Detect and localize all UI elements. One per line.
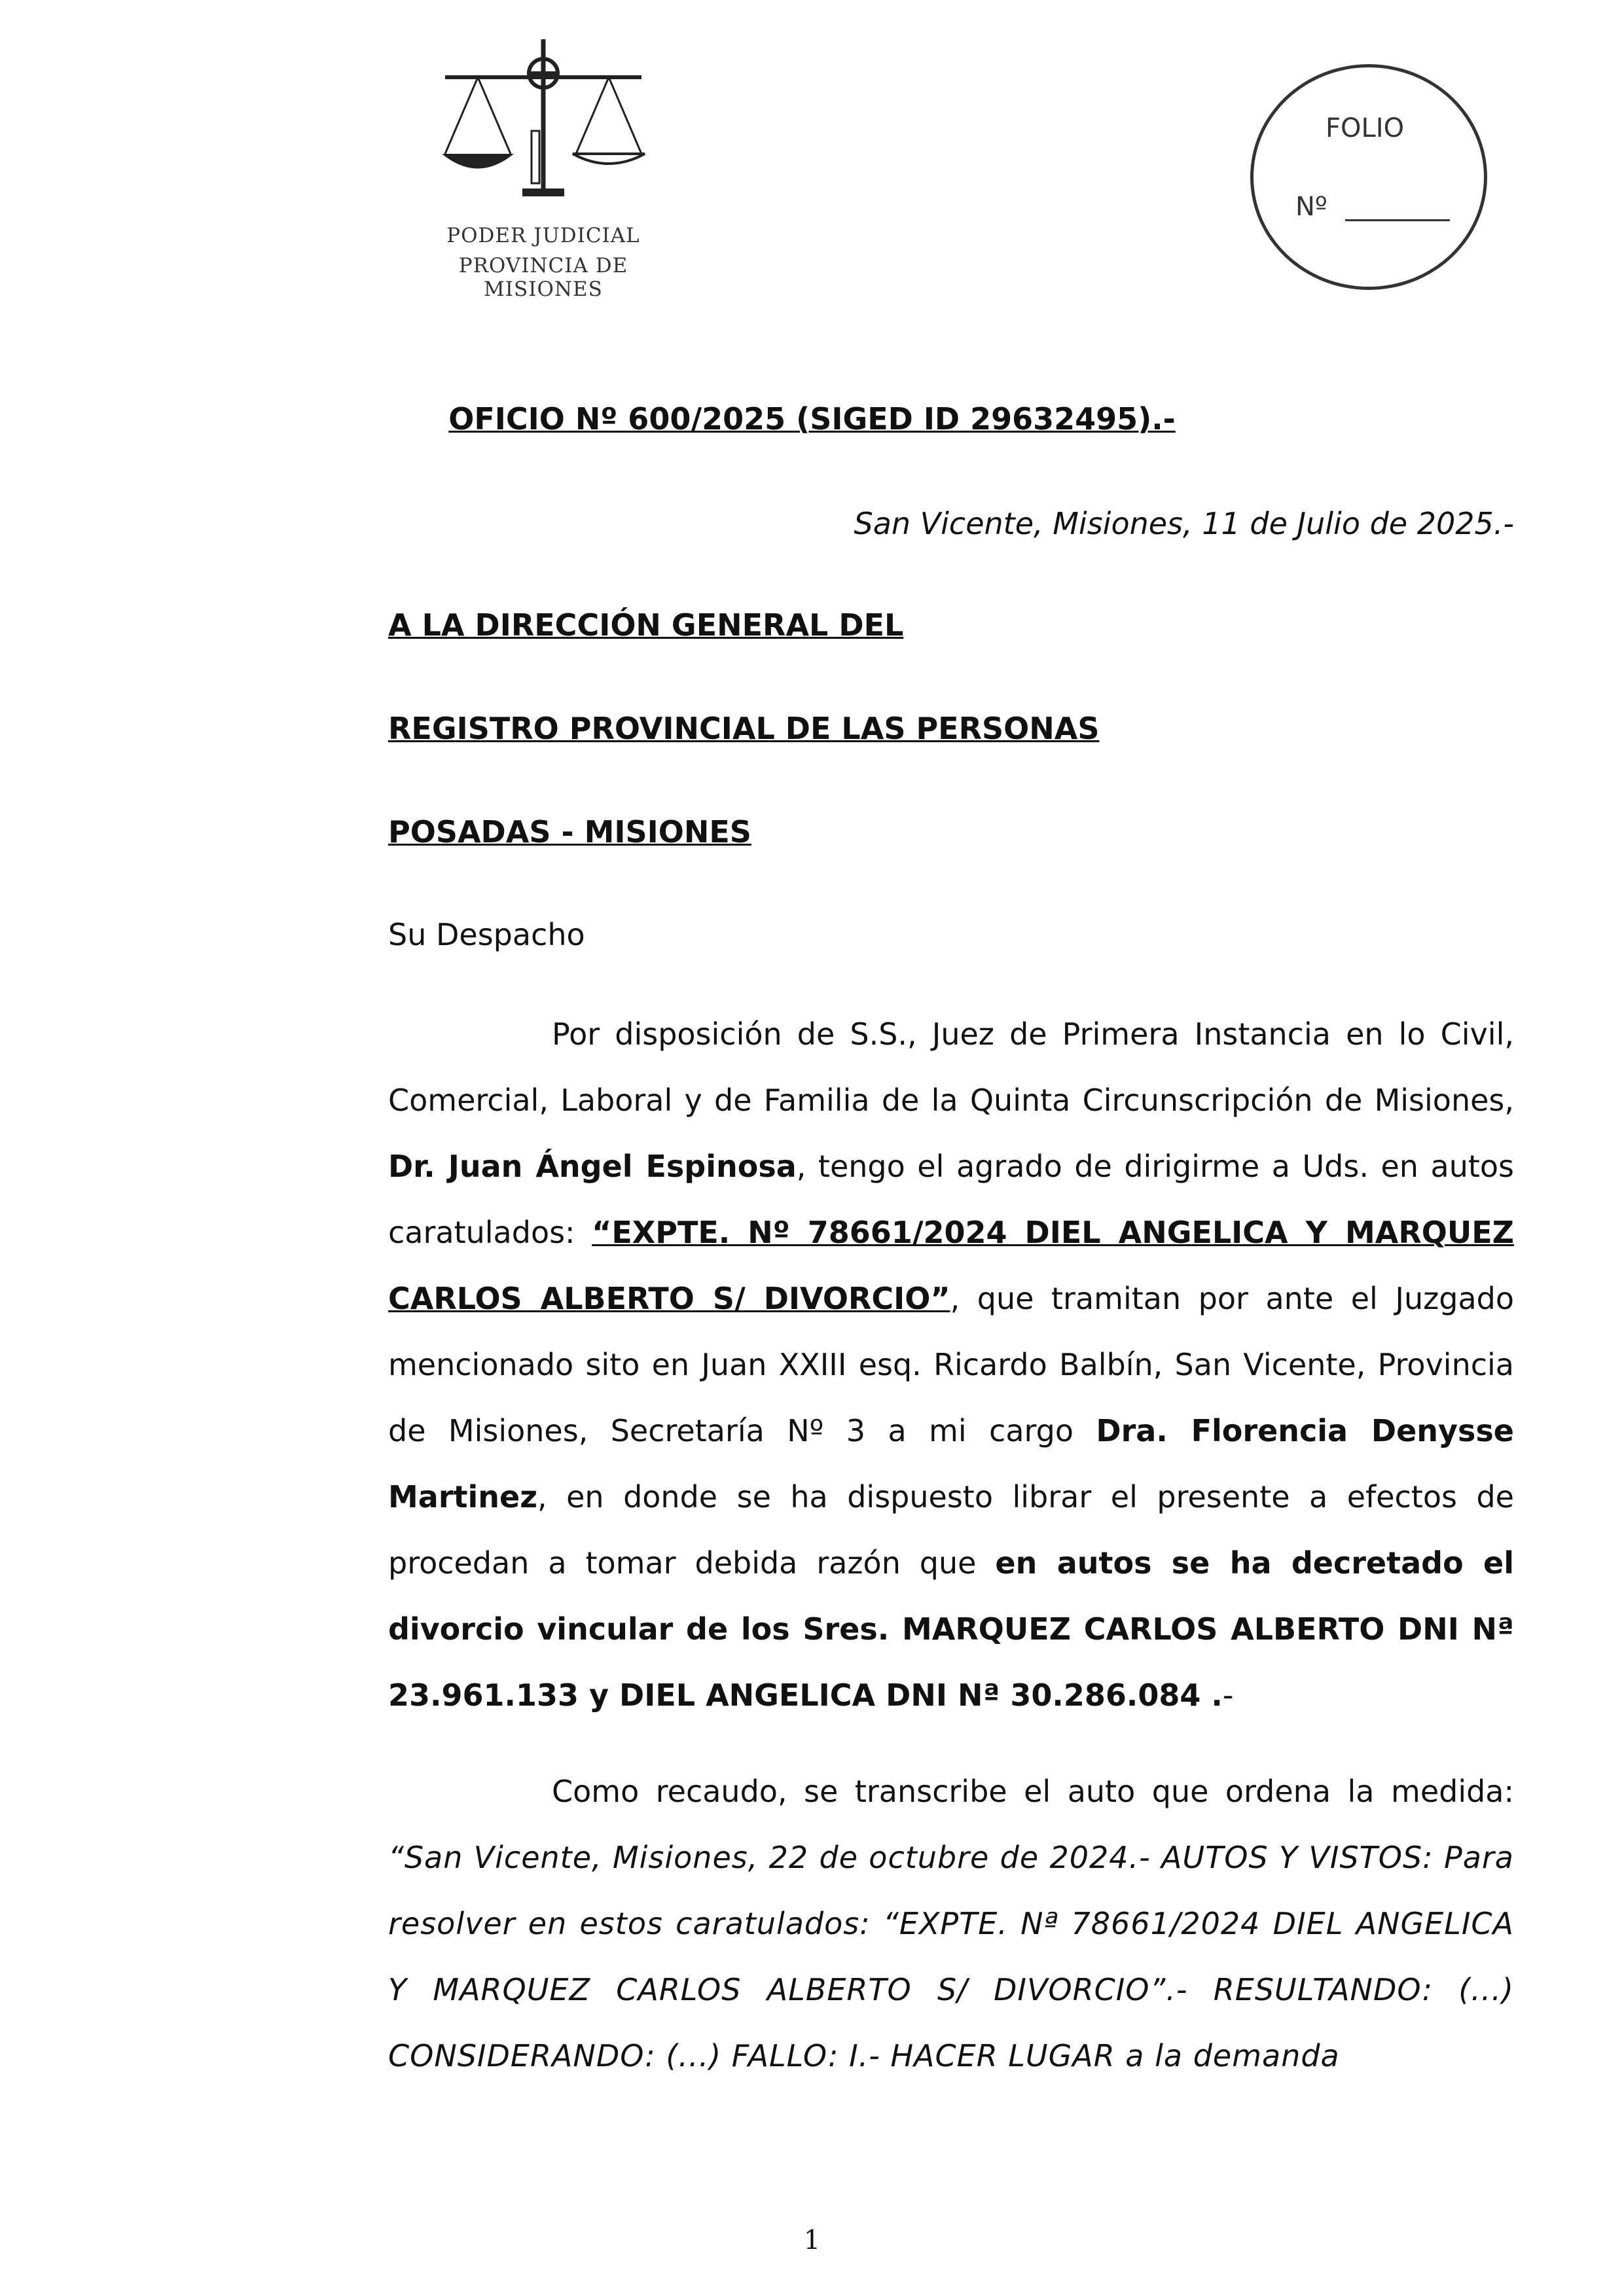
body-paragraph-2 — [388, 1759, 1514, 2089]
document-title: OFICIO Nº 600/2025 (SIGED ID 29632495).- — [448, 401, 1176, 437]
folio-number-blank — [1345, 219, 1450, 221]
recipient-line-2: REGISTRO PROVINCIAL DE LAS PERSONAS — [388, 711, 1100, 746]
divorce-decree: en autos se ha decretado el divorcio vincular de los Sres. MARQUEZ CARLOS ALBERTO DNI Nª 23.961.133 y DIEL ANGELICA DNI Nª 30.286.084 . — [388, 1545, 1514, 1713]
folio-stamp — [1250, 64, 1487, 290]
judicial-seal — [406, 39, 681, 301]
body-paragraph-1 — [388, 1001, 1514, 1729]
recipient-line-1: A LA DIRECCIÓN GENERAL DEL — [388, 607, 904, 643]
folio-number-label: Nº — [1295, 192, 1327, 222]
p2-text-1: Como recaudo, se transcribe el auto que ordena la medida: — [552, 1774, 1514, 1809]
judge-name: Dr. Juan Ángel Espinosa — [388, 1149, 797, 1184]
page-number: 1 — [803, 2225, 821, 2255]
salutation: Su Despacho — [388, 917, 585, 952]
p1-text-3: , que tramitan por ante el Juzgado mencionado sito en Juan XXIII esq. Ricardo Balbín, San Vicente, Provincia de Misiones, Secretaría Nº 3 a mi cargo — [388, 1281, 1514, 1448]
p1-text-5: - — [1222, 1677, 1234, 1713]
transcribed-ruling: “San Vicente, Misiones, 22 de octubre de 2024.- AUTOS Y VISTOS: Para resolver en estos caratulados: “EXPTE. Nª 78661/2024 DIEL ANGELICA Y MARQUEZ CARLOS ALBERTO S/ DIVORCIO”.- RESULTANDO: (...) CONSIDERANDO: (...) FALLO: I.- HACER LUGAR a la demanda — [388, 1840, 1514, 2073]
scales-of-justice-icon — [439, 39, 648, 209]
document-date: San Vicente, Misiones, 11 de Julio de 2025.- — [854, 506, 1514, 541]
secretary-name: Dra. Florencia Denysse Martinez — [388, 1413, 1514, 1515]
p1-text-2: , tengo el agrado de dirigirme a Uds. en autos caratulados: — [388, 1149, 1514, 1250]
recipient-line-3: POSADAS - MISIONES — [388, 814, 751, 850]
seal-text-line-1: PODER JUDICIAL — [446, 224, 640, 247]
seal-text-line-2: PROVINCIA DE MISIONES — [458, 254, 628, 301]
p1-text-4: , en donde se ha dispuesto librar el presente a efectos de procedan a tomar debida razón que — [388, 1479, 1514, 1581]
folio-label: FOLIO — [1326, 113, 1405, 143]
p1-text-1: Por disposición de S.S., Juez de Primera Instancia en lo Civil, Comercial, Laboral y de Familia de la Quinta Circunscripción de Misiones, — [388, 1016, 1514, 1118]
case-caption: “EXPTE. Nº 78661/2024 DIEL ANGELICA Y MARQUEZ CARLOS ALBERTO S/ DIVORCIO” — [388, 1215, 1514, 1316]
